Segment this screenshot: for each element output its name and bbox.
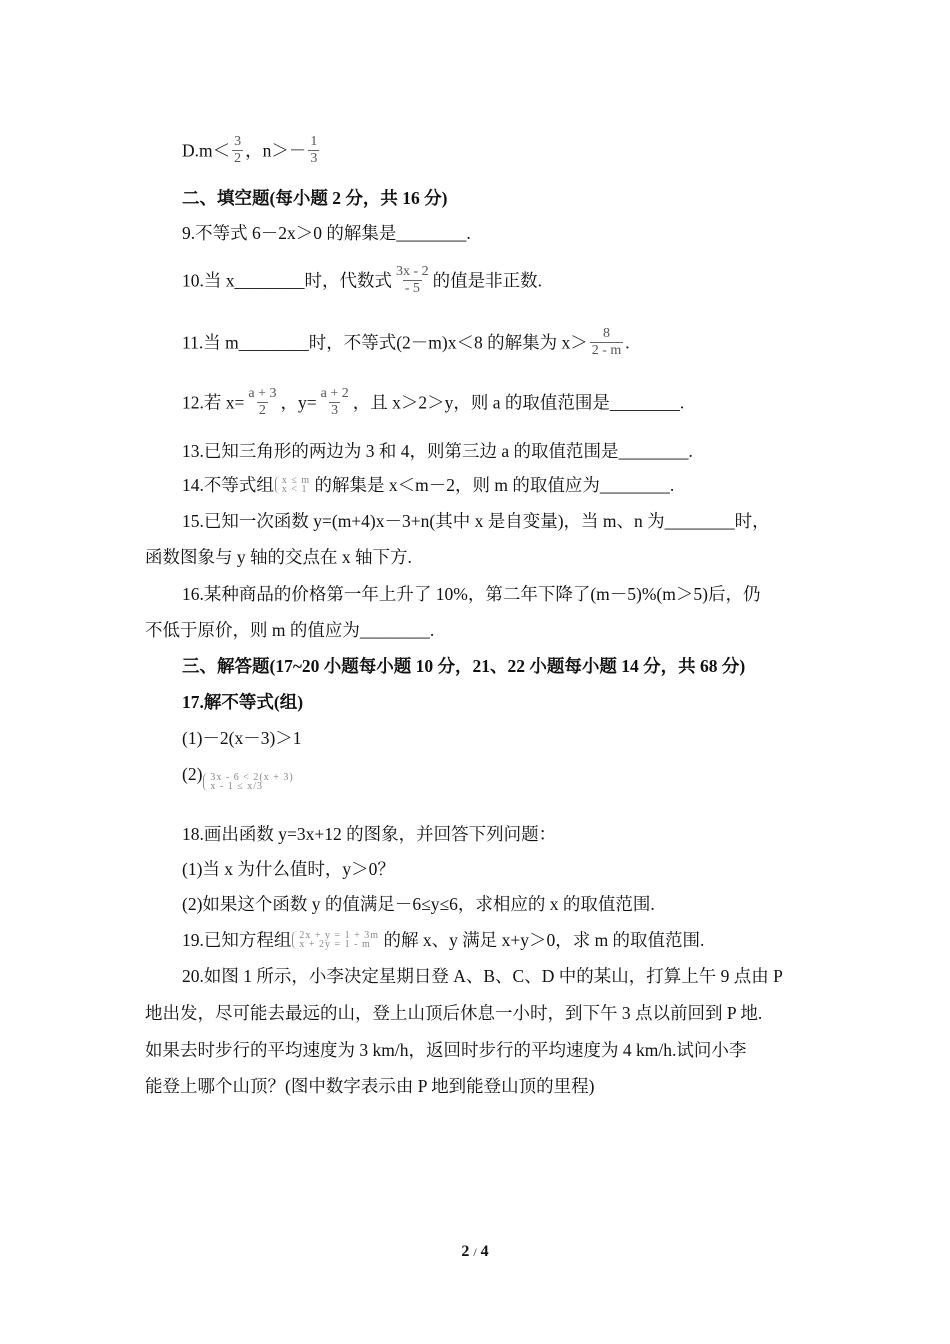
q8d-prefix: D.m＜ — [182, 140, 231, 161]
question-10: 10.当 x________时，代数式 $\frac{3x - 2}{- 5}$ 的值是非正数. — [182, 264, 543, 296]
q8d-mid: ，n＞－ — [245, 140, 307, 161]
question-18-stem: 18.画出函数 y=3x+12 的图象，并回答下列问题： — [182, 824, 557, 844]
question-15-line2: 函数图象与 y 轴的交点在 x 轴下方. — [145, 547, 412, 567]
question-16-line2: 不低于原价，则 m 的值应为________. — [145, 620, 435, 640]
question-20-line3: 如果去时步行的平均速度为 3 km/h，返回时步行的平均速度为 4 km/h.试问小李 — [145, 1040, 747, 1060]
section-2-heading: 二、填空题(每小题 2 分，共 16 分) — [182, 188, 448, 208]
inequality-system-q17: 3x - 6 < 2(x + 3) x - 1 ≤ x/3 — [202, 773, 293, 791]
question-11: 11.当 m________时，不等式(2－m)x＜8 的解集为 x＞ $\frac{8}{2 - m}$ . — [182, 326, 630, 358]
page-number: 2 / 4 — [461, 1243, 489, 1260]
question-19: 19.已知方程组 2x + y = 1 + 3m x + 2y = 1 - m 的解 x、y 满足 x+y＞0，求 m 的取值范围. — [182, 929, 705, 950]
question-20-line4: 能登上哪个山顶？(图中数字表示由 P 地到能登山顶的里程) — [145, 1076, 595, 1096]
question-12: 12.若 x= $\frac{a + 3}{2}$ ，y= $\frac{a + 2}{3}$ ，且 x＞2＞y，则 a 的取值范围是________. — [182, 386, 685, 418]
question-9: 9.不等式 6－2x＞0 的解集是________. — [182, 223, 471, 243]
question-17-part2: (2) 3x - 6 < 2(x + 3) x - 1 ≤ x/3 — [182, 764, 294, 792]
question-15-line1: 15.已知一次函数 y=(m+4)x－3+n(其中 x 是自变量)，当 m、n 为________时， — [182, 511, 770, 531]
fraction-q11: $\frac{8}{2 - m}$ — [591, 326, 622, 358]
question-17-part1: (1)－2(x－3)＞1 — [182, 728, 302, 748]
fraction-3-2: $\frac{3}{2}$ — [234, 134, 242, 166]
question-20-line2: 地出发，尽可能去最远的山，登上山顶后休息一小时，到下午 3 点以前回到 P 地. — [145, 1003, 763, 1023]
question-17-title: 17.解不等式(组) — [182, 692, 304, 712]
fraction-q12-x: $\frac{a + 3}{2}$ — [248, 386, 277, 418]
q8-option-d — [182, 136, 321, 169]
question-20-line1: 20.如图 1 所示，小李决定星期日登 A、B、C、D 中的某山，打算上午 9 点由 P — [182, 966, 783, 986]
equation-system-q19: 2x + y = 1 + 3m x + 2y = 1 - m — [291, 931, 379, 949]
question-14: 14.不等式组 x ≤ m x < 1 的解集是 x＜m－2，则 m 的取值应为________. — [182, 474, 675, 495]
question-16-line1: 16.某种商品的价格第一年上升了 10%，第二年下降了(m－5)%(m＞5)后，仍 — [182, 584, 761, 604]
section-3-heading: 三、解答题(17~20 小题每小题 10 分，21、22 小题每小题 14 分，共 68 分) — [182, 656, 746, 676]
question-18-part2: (2)如果这个函数 y 的值满足－6≤y≤6，求相应的 x 的取值范围. — [182, 894, 655, 914]
inequality-system-q14: x ≤ m x < 1 — [274, 476, 310, 494]
fraction-q10: $\frac{3x - 2}{- 5}$ — [396, 264, 429, 296]
fraction-q12-y: $\frac{a + 2}{3}$ — [320, 386, 349, 418]
fraction-1-3: $\frac{1}{3}$ — [310, 134, 318, 166]
question-18-part1: (1)当 x 为什么值时，y＞0？ — [182, 859, 395, 879]
question-13: 13.已知三角形的两边为 3 和 4，则第三边 a 的取值范围是________. — [182, 441, 693, 461]
